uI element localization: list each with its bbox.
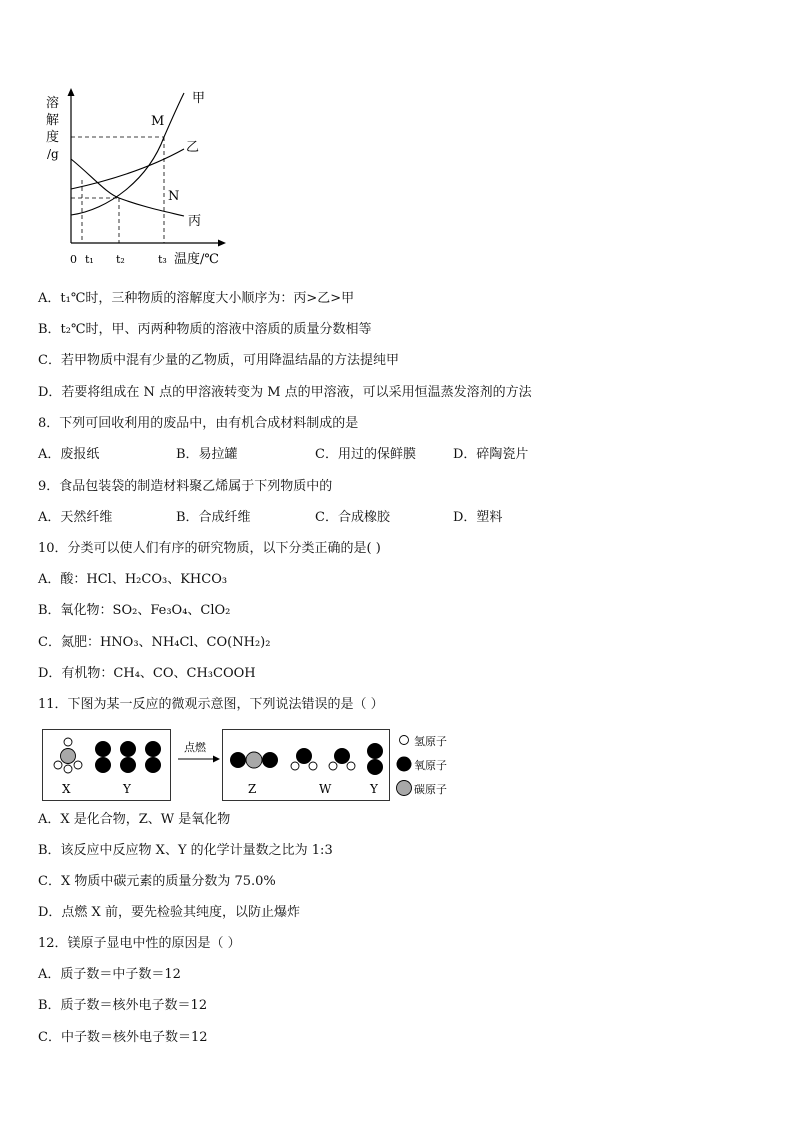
x-hydrogen-atom — [54, 761, 62, 769]
y-oxygen-atom — [120, 757, 136, 773]
curve-bing — [71, 159, 184, 216]
x-axis-label: 温度/℃ — [174, 252, 219, 267]
y-oxygen-atom — [95, 741, 111, 757]
y-oxygen-atom — [120, 741, 136, 757]
x-hydrogen-atom — [64, 738, 72, 746]
label-jia: 甲 — [192, 91, 206, 106]
q12-stem: 12．镁原子显电中性的原因是（ ） — [38, 936, 241, 951]
w-oxygen-atom — [334, 748, 350, 764]
label-yi: 乙 — [186, 140, 200, 155]
carbon-legend-icon — [397, 781, 412, 796]
y-axis-unit: /g — [47, 147, 59, 161]
q9-option-a: A．天然纤维 — [38, 510, 113, 525]
ignite-label: 点燃 — [184, 741, 206, 754]
w-hydrogen-atom — [291, 762, 299, 770]
tick-t3: t₃ — [158, 253, 167, 266]
hydrogen-legend-icon — [400, 736, 409, 745]
q12-option-b: B．质子数＝核外电子数＝12 — [38, 998, 208, 1013]
w-hydrogen-atom — [329, 762, 337, 770]
atom-legend — [394, 729, 464, 801]
q10-option-d: D．有机物：CH₄、CO、CH₃COOH — [38, 666, 256, 681]
legend-hydrogen: 氢原子 — [414, 735, 447, 748]
label-bing: 丙 — [188, 214, 202, 229]
y-oxygen-atom — [145, 741, 161, 757]
product-molecules — [222, 729, 390, 801]
w-hydrogen-atom — [309, 762, 317, 770]
w-oxygen-atom — [296, 748, 312, 764]
y-oxygen-atom — [367, 759, 383, 775]
q7-option-c: C．若甲物质中混有少量的乙物质，可用降温结晶的方法提纯甲 — [38, 353, 399, 368]
y-axis-char-1: 溶 — [46, 96, 60, 111]
q11-option-d: D．点燃 X 前，要先检验其纯度，以防止爆炸 — [38, 905, 300, 920]
x-hydrogen-atom — [74, 761, 82, 769]
w-hydrogen-atom — [347, 762, 355, 770]
q9-stem: 9．食品包装袋的制造材料聚乙烯属于下列物质中的 — [38, 479, 333, 494]
q10-option-c: C．氮肥：HNO₃、NH₄Cl、CO(NH₂)₂ — [38, 635, 271, 650]
label-y-right: Y — [370, 782, 378, 796]
q10-option-b: B．氧化物：SO₂、Fe₃O₄、ClO₂ — [38, 603, 231, 618]
q10-stem: 10．分类可以使人们有序的研究物质，以下分类正确的是( ) — [38, 541, 381, 556]
q11-option-b: B．该反应中反应物 X、Y 的化学计量数之比为 1:3 — [38, 843, 333, 858]
q9-option-d: D．塑料 — [453, 510, 503, 525]
label-y-left: Y — [123, 782, 131, 796]
y-oxygen-atom — [95, 757, 111, 773]
q8-option-a: A．废报纸 — [38, 447, 100, 462]
q7-option-b: B．t₂℃时，甲、丙两种物质的溶液中溶质的质量分数相等 — [38, 322, 372, 337]
y-axis-char-2: 解 — [46, 113, 60, 128]
y-oxygen-atom — [367, 743, 383, 759]
label-z: Z — [248, 782, 257, 796]
reaction-arrow — [176, 738, 222, 766]
tick-t1: t₁ — [85, 253, 94, 266]
q9-option-b: B．合成纤维 — [176, 510, 251, 525]
y-axis-arrow — [68, 88, 75, 96]
z-oxygen-atom — [230, 752, 246, 768]
q8-stem: 8．下列可回收利用的废品中，由有机合成材料制成的是 — [38, 416, 359, 431]
x-hydrogen-atom — [64, 765, 72, 773]
solubility-graph — [38, 85, 248, 275]
legend-oxygen: 氧原子 — [414, 759, 447, 772]
x-axis-arrow — [218, 240, 226, 247]
q8-option-b: B．易拉罐 — [176, 447, 238, 462]
z-oxygen-atom — [262, 752, 278, 768]
legend-carbon: 碳原子 — [414, 783, 447, 796]
q8-option-d: D．碎陶瓷片 — [453, 447, 529, 462]
q11-option-a: A．X 是化合物，Z、W 是氧化物 — [38, 812, 231, 827]
y-oxygen-atom — [145, 757, 161, 773]
q11-option-c: C．X 物质中碳元素的质量分数为 75.0% — [38, 874, 276, 889]
q12-option-a: A．质子数＝中子数＝12 — [38, 967, 181, 982]
oxygen-legend-icon — [397, 757, 412, 772]
tick-t2: t₂ — [116, 253, 125, 266]
q7-option-d: D．若要将组成在 N 点的甲溶液转变为 M 点的甲溶液，可以采用恒温蒸发溶剂的方法 — [38, 385, 532, 400]
reactant-molecules — [42, 729, 170, 801]
curve-yi — [71, 149, 184, 189]
q10-option-a: A．酸：HCl、H₂CO₃、KHCO₃ — [38, 572, 228, 587]
z-carbon-atom — [246, 752, 262, 768]
q8-option-c: C．用过的保鲜膜 — [315, 447, 416, 462]
label-n: N — [168, 189, 180, 204]
label-x-left: X — [62, 782, 71, 796]
q11-stem: 11．下图为某一反应的微观示意图，下列说法错误的是（ ） — [38, 697, 384, 712]
origin-label: 0 — [70, 253, 77, 266]
y-axis-char-3: 度 — [46, 130, 60, 145]
q9-option-c: C．合成橡胶 — [315, 510, 390, 525]
x-carbon-atom — [61, 749, 76, 764]
q12-option-c: C．中子数＝核外电子数＝12 — [38, 1030, 208, 1045]
label-w: W — [319, 782, 332, 796]
label-m: M — [151, 114, 165, 129]
q7-option-a: A．t₁℃时，三种物质的溶解度大小顺序为：丙>乙>甲 — [38, 291, 355, 306]
